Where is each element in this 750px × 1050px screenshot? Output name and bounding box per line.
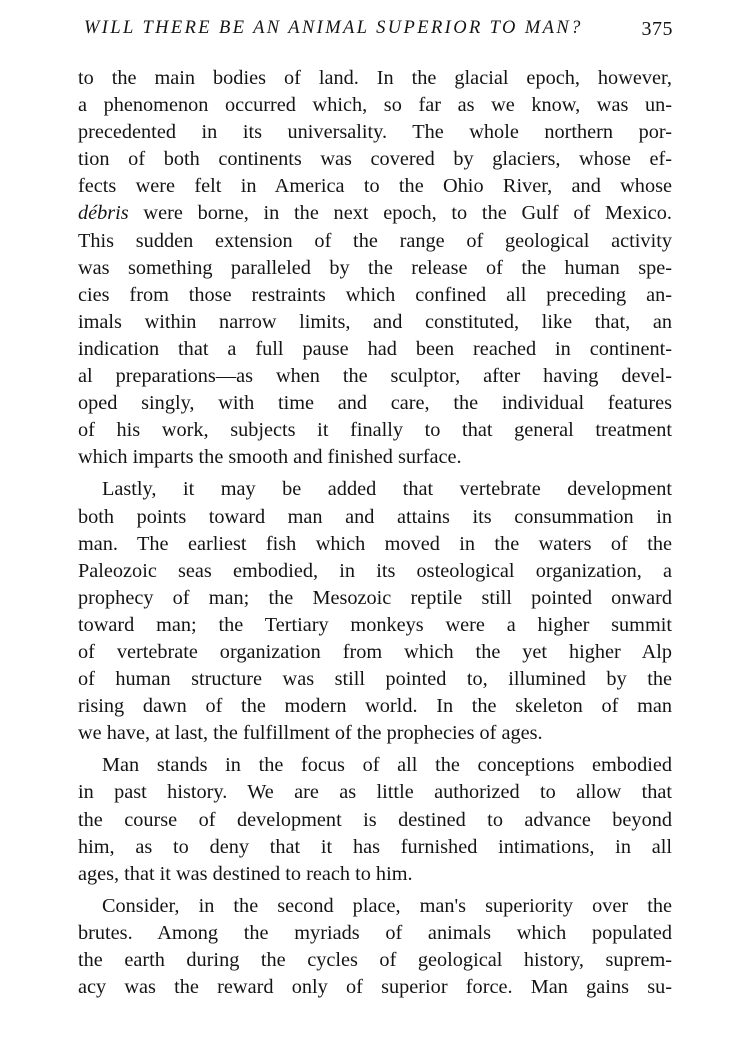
text-line: of human structure was still pointed to, illumined by the <box>78 668 672 691</box>
text-line: him, as to deny that it has furnished intimations, in all <box>78 835 672 858</box>
text-line: of his work, subjects it finally to that general treatment <box>78 419 672 442</box>
text-line: brutes. Among the myriads of animals which populated <box>78 921 672 944</box>
text-line: oped singly, with time and care, the individual features <box>78 392 672 415</box>
text-line: the earth during the cycles of geological history, suprem- <box>78 949 672 971</box>
text-line: man. The earliest fish which moved in the waters of the <box>78 532 672 555</box>
text-line: rising dawn of the modern world. In the skeleton of man <box>78 695 672 718</box>
text-line: the course of development is destined to advance beyond <box>78 808 672 831</box>
paragraph <box>78 476 672 747</box>
text-line: to the main bodies of land. In the glacial epoch, however, <box>78 67 672 89</box>
text-line: Man stands in the focus of all the conceptions embodied <box>102 754 672 777</box>
text-run: were borne, in the next epoch, to the Gulf of Mexico. <box>128 202 672 225</box>
text-line: cies from those restraints which confined all preceding an- <box>78 283 672 306</box>
text-line: both points toward man and attains its consummation in <box>78 505 672 528</box>
running-head <box>78 14 672 44</box>
text-line: tion of both continents was covered by glaciers, whose ef- <box>78 148 672 171</box>
paragraph <box>78 893 672 1001</box>
running-title: WILL THERE BE AN ANIMAL SUPERIOR TO MAN? <box>84 18 583 38</box>
text-line: Lastly, it may be added that vertebrate development <box>102 478 672 501</box>
book-page <box>78 14 672 1006</box>
text-line <box>78 200 672 227</box>
page-number: 375 <box>641 18 673 40</box>
text-line: Paleozoic seas embodied, in its osteological organization, a <box>78 559 672 582</box>
text-line: prophecy of man; the Mesozoic reptile still pointed onward <box>78 586 672 609</box>
body-text <box>78 65 672 1001</box>
text-line: This sudden extension of the range of geological activity <box>78 229 672 252</box>
paragraph <box>78 65 672 471</box>
text-line: indication that a full pause had been reached in continent- <box>78 337 672 360</box>
text-line: toward man; the Tertiary monkeys were a higher summit <box>78 613 672 636</box>
text-line: of vertebrate organization from which the yet higher Alp <box>78 640 672 663</box>
text-line: was something paralleled by the release of the human spe- <box>78 256 672 279</box>
text-line: we have, at last, the fulfillment of the prophecies of ages. <box>78 722 543 745</box>
text-line: acy was the reward only of superior force. Man gains su- <box>78 976 672 999</box>
text-line: a phenomenon occurred which, so far as we know, was un- <box>78 94 672 117</box>
text-line: which imparts the smooth and finished surface. <box>78 446 462 469</box>
italic-word: débris <box>78 202 129 225</box>
text-line: ages, that it was destined to reach to him. <box>78 862 413 885</box>
paragraph <box>78 752 672 887</box>
text-line: fects were felt in America to the Ohio River, and whose <box>78 175 672 198</box>
text-line: Consider, in the second place, man's superiority over the <box>102 894 672 917</box>
text-line: in past history. We are as little authorized to allow that <box>78 781 672 804</box>
text-line: al preparations—as when the sculptor, after having devel- <box>78 365 672 388</box>
text-line: precedented in its universality. The whole northern por- <box>78 121 672 144</box>
text-line: imals within narrow limits, and constituted, like that, an <box>78 310 672 333</box>
